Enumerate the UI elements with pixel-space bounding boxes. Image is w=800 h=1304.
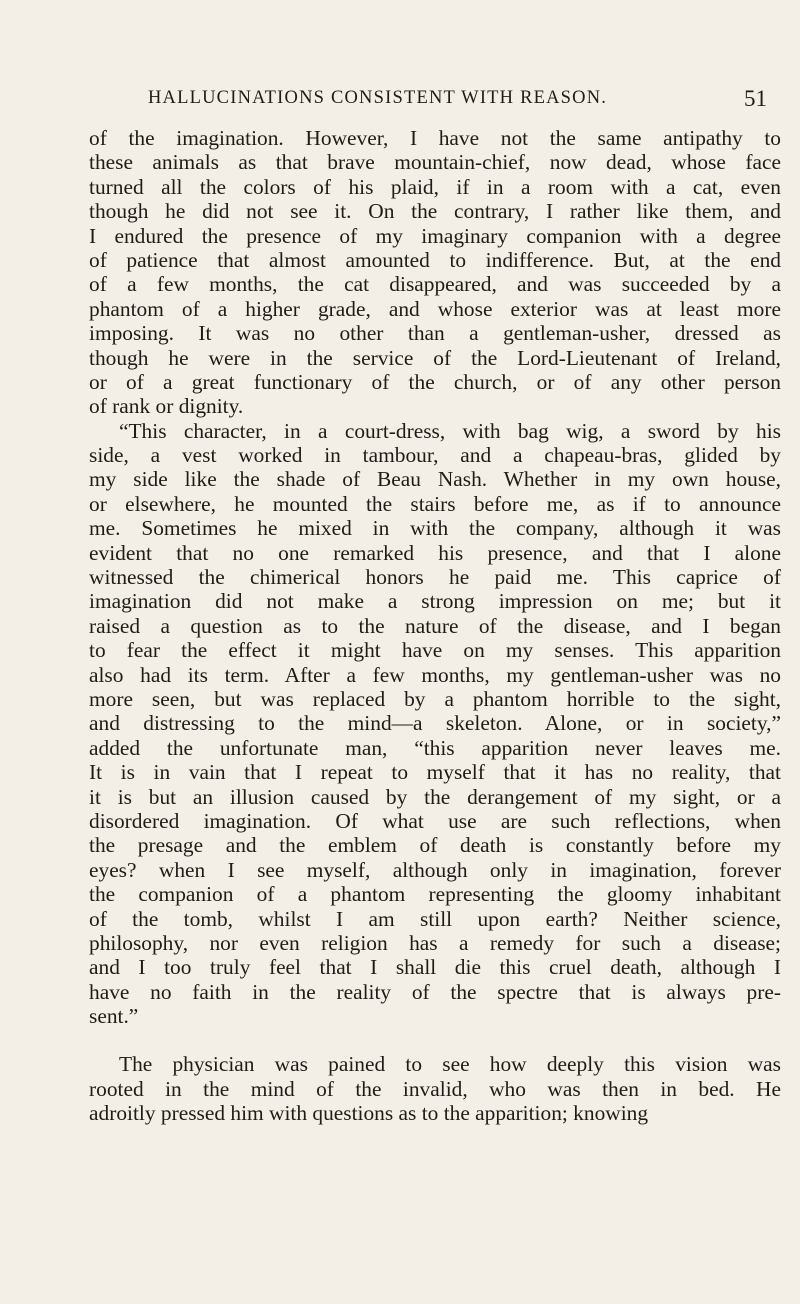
text-line: or of a great functionary of the church, or of any other person <box>89 369 781 394</box>
text-line: the companion of a phantom representing the gloomy inhabitant <box>89 882 781 907</box>
text-line: rooted in the mind of the invalid, who was then in bed. He <box>89 1076 781 1101</box>
running-head: HALLUCINATIONS CONSISTENT WITH REASON. <box>148 88 608 108</box>
text-line: imagination did not make a strong impression on me; but it <box>89 589 781 614</box>
text-line: to fear the effect it might have on my senses. This apparition <box>89 638 781 663</box>
text-line: though he did not see it. On the contrary, I rather like them, and <box>89 199 781 224</box>
text-line: turned all the colors of his plaid, if in a room with a cat, even <box>89 174 781 199</box>
text-line: have no faith in the reality of the spectre that is always pre- <box>89 979 781 1004</box>
text-line: though he were in the service of the Lord-Lieutenant of Ireland, <box>89 345 781 370</box>
text-line: philosophy, nor even religion has a remedy for such a disease; <box>89 930 781 955</box>
text-line: witnessed the chimerical honors he paid me. This caprice of <box>89 565 781 590</box>
text-line: my side like the shade of Beau Nash. Whether in my own house, <box>89 467 781 492</box>
text-line: of the imagination. However, I have not the same antipathy to <box>89 126 781 150</box>
text-line: of a few months, the cat disappeared, and was succeeded by a <box>89 272 781 297</box>
text-line: It is in vain that I repeat to myself that it has no reality, that <box>89 760 781 785</box>
text-line: these animals as that brave mountain-chief, now dead, whose face <box>89 150 781 175</box>
text-line: also had its term. After a few months, my gentleman-usher was no <box>89 662 781 687</box>
text-line: more seen, but was replaced by a phantom horrible to the sight, <box>89 686 781 711</box>
text-line: and distressing to the mind—a skeleton. Alone, or in society,” <box>89 711 781 736</box>
text-line: evident that no one remarked his presence, and that I alone <box>89 540 781 565</box>
text-line: added the unfortunate man, “this apparition never leaves me. <box>89 735 781 760</box>
text-line: of rank or dignity. <box>89 394 244 419</box>
body-text <box>89 126 781 1126</box>
paragraph <box>89 419 781 1029</box>
text-line: phantom of a higher grade, and whose exterior was at least more <box>89 296 781 321</box>
text-line: sent.” <box>89 1004 139 1029</box>
text-line: The physician was pained to see how deeply this vision was <box>119 1052 781 1077</box>
page-number: 51 <box>744 86 767 111</box>
text-line: side, a vest worked in tambour, and a chapeau-bras, glided by <box>89 443 781 468</box>
text-line: disordered imagination. Of what use are such reflections, when <box>89 808 781 833</box>
text-line: “This character, in a court-dress, with bag wig, a sword by his <box>119 418 781 443</box>
text-line: eyes? when I see myself, although only in imagination, forever <box>89 857 781 882</box>
text-line: of patience that almost amounted to indifference. But, at the end <box>89 247 781 272</box>
text-line: it is but an illusion caused by the derangement of my sight, or a <box>89 784 781 809</box>
text-line: of the tomb, whilst I am still upon earth? Neither science, <box>89 906 781 931</box>
text-line: or elsewhere, he mounted the stairs before me, as if to announce <box>89 491 781 516</box>
text-line: I endured the presence of my imaginary companion with a degree <box>89 223 781 248</box>
text-line: raised a question as to the nature of the disease, and I began <box>89 613 781 638</box>
text-line: adroitly pressed him with questions as to the apparition; knowing <box>89 1101 649 1126</box>
text-line: me. Sometimes he mixed in with the company, although it was <box>89 516 781 541</box>
paragraph <box>89 126 781 419</box>
paragraph <box>89 1052 781 1125</box>
text-line: imposing. It was no other than a gentleman-usher, dressed as <box>89 321 781 346</box>
text-line: the presage and the emblem of death is constantly before my <box>89 833 781 858</box>
paragraph-gap <box>89 1028 781 1052</box>
text-line: and I too truly feel that I shall die this cruel death, although I <box>89 955 781 980</box>
